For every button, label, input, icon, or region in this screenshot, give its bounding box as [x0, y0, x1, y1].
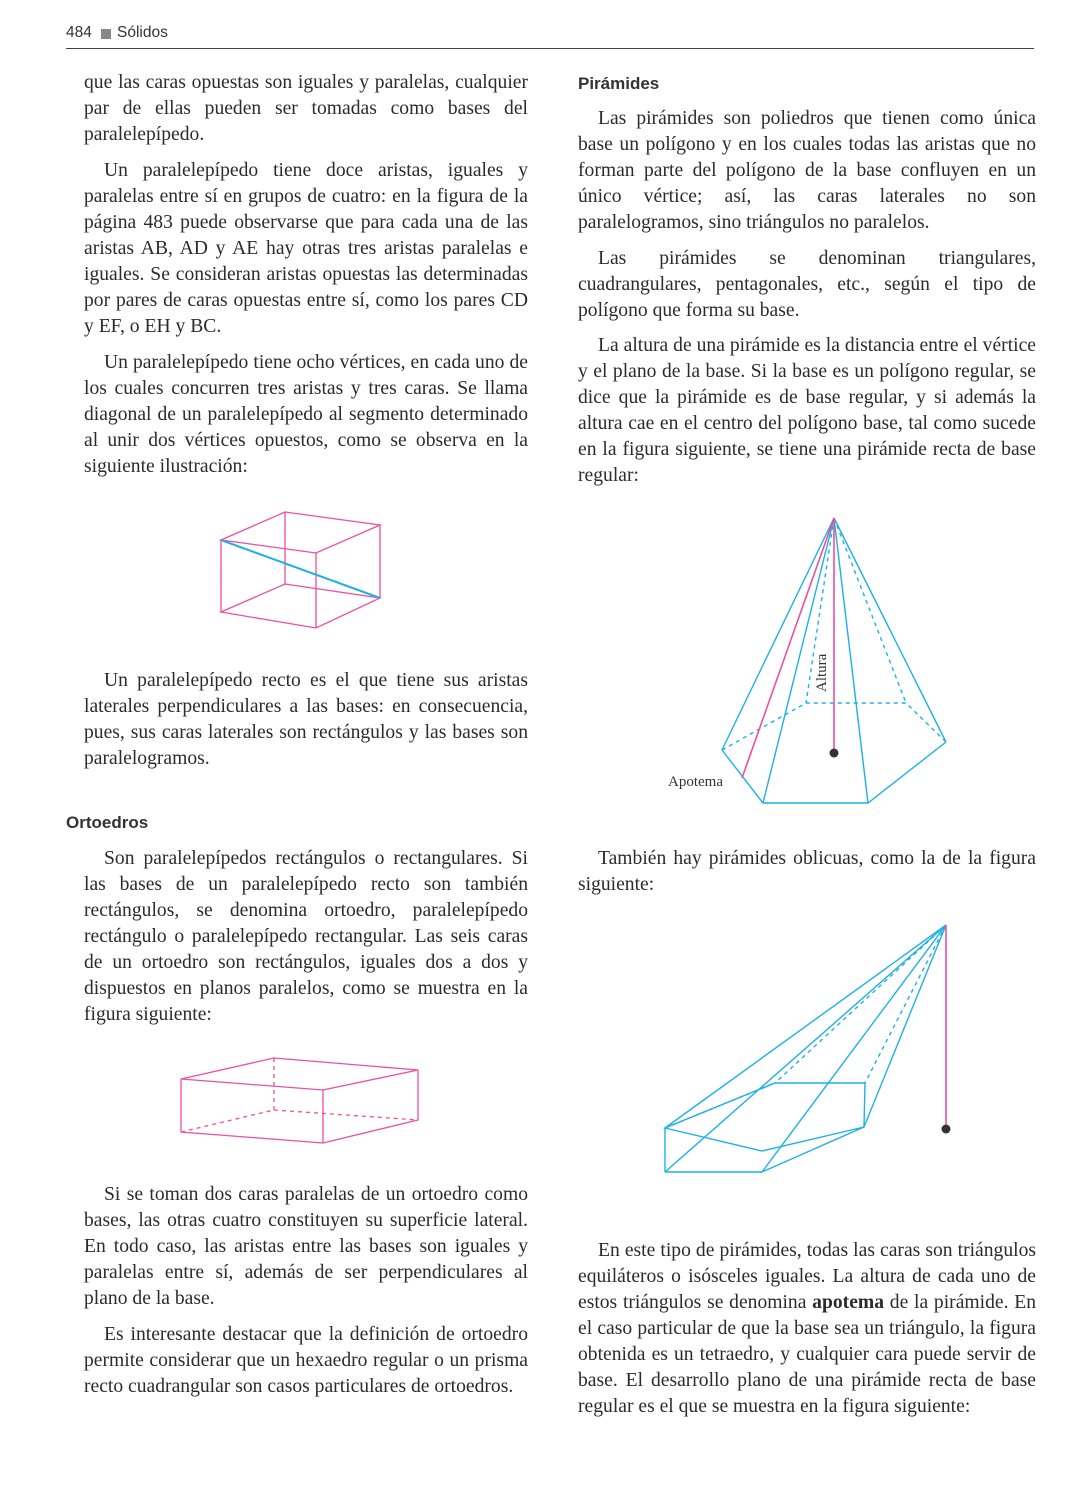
- paragraph: que las caras opuestas son iguales y paralelas, cualquier par de ellas pueden ser tomadas como bases del paralelepípedo.: [84, 72, 528, 145]
- paragraph: Las pirámides son poliedros que tienen como única base un polígono y en los cuales todas las aristas que no forman parte del polígono de la base confluyen en un único vértice; así, las caras laterales no son paralelogramos, sino triángulos no paralelos.: [578, 108, 1036, 233]
- section-title: Sólidos: [117, 24, 168, 41]
- paragraph: Si se toman dos caras paralelas de un ortoedro como bases, las otras cuatro constituyen su superficie lateral. En todo caso, las aristas entre las bases son iguales y paralelas entre sí, además de ser perpendiculares al plano de la base.: [84, 1184, 528, 1309]
- altura-foot-point: [830, 749, 839, 758]
- oblique-pyramid-figure: [0, 0, 1, 1]
- header-square-icon: [101, 29, 111, 39]
- apotema-line: [742, 518, 834, 778]
- paragraph: Un paralelepípedo recto es el que tiene sus aristas laterales perpendiculares a las bases: en consecuencia, pues, sus caras laterales son rectángulos y las bases son paralelogramos.: [84, 670, 528, 769]
- paragraph: Son paralelepípedos rectángulos o rectangulares. Si las bases de un paralelepípedo recto son también rectángulos, se denomina ortoedro, paralelepípedo rectángulo o paralelepípedo rectangular. Las seis caras de un ortoedro son rectángulos, iguales dos a dos y dispuestos en planos paralelos, como se muestra en la figura siguiente:: [84, 848, 528, 1025]
- page-header: [66, 22, 1034, 49]
- paragraph: La altura de una pirámide es la distancia entre el vértice y el plano de la base. Si la base es un polígono regular, se dice que la pirámide es de base regular, y si además la altura cae en el centro del polígono base, tal como sucede en la figura siguiente, se tiene una pirámide recta de base regular:: [578, 335, 1036, 486]
- paragraph: Un paralelepípedo tiene doce aristas, iguales y paralelas entre sí en grupos de cuatro: en la figura de la página 483 puede observarse que para cada una de las aristas AB, AD y AE hay otras tres aristas paralelas e iguales. Se consideran aristas opuestas las determinadas por pares de caras opuestas entre sí, como los pares CD y EF, o EH y BC.: [84, 160, 528, 337]
- paragraph: Un paralelepípedo tiene ocho vértices, en cada uno de los cuales concurren tres aristas y tres caras. Se llama diagonal de un paralelepípedo al segmento determinado al unir dos vértices opuestos, como se observa en la siguiente ilustración:: [84, 352, 528, 477]
- term-apotema: apotema: [812, 1292, 885, 1313]
- paragraph: Las pirámides se denominan triangulares, cuadrangulares, pentagonales, etc., según el tipo de polígono que forma su base.: [578, 248, 1036, 321]
- label-altura: Altura: [814, 653, 830, 692]
- paragraph: Es interesante destacar que la definición de ortoedro permite considerar que un hexaedro regular o un prisma recto cuadrangular son casos particulares de ortoedros.: [84, 1324, 528, 1397]
- page-number: 484: [66, 24, 92, 41]
- heading-piramides: Pirámides: [578, 74, 660, 93]
- paragraph: En este tipo de pirámides, todas las caras son triángulos equiláteros o isósceles iguales. La altura de cada uno de estos triángulos se denomina apotema de la pirámide. En el caso particular de que la base sea un triángulo, la figura obtenida es un tetraedro, y cualquier cara puede servir de base. El desarrollo plano de una pirámide recta de base regular es el que se muestra en la figura siguiente:: [578, 1240, 1036, 1417]
- oblique-visible-edges: [665, 925, 946, 1172]
- oblique-altura-foot-point: [942, 1125, 951, 1134]
- paragraph: También hay pirámides oblicuas, como la de la figura siguiente:: [578, 848, 1036, 895]
- label-apotema: Apotema: [668, 774, 723, 790]
- heading-ortoedros: Ortoedros: [66, 813, 149, 832]
- diagonal-line: [221, 540, 380, 598]
